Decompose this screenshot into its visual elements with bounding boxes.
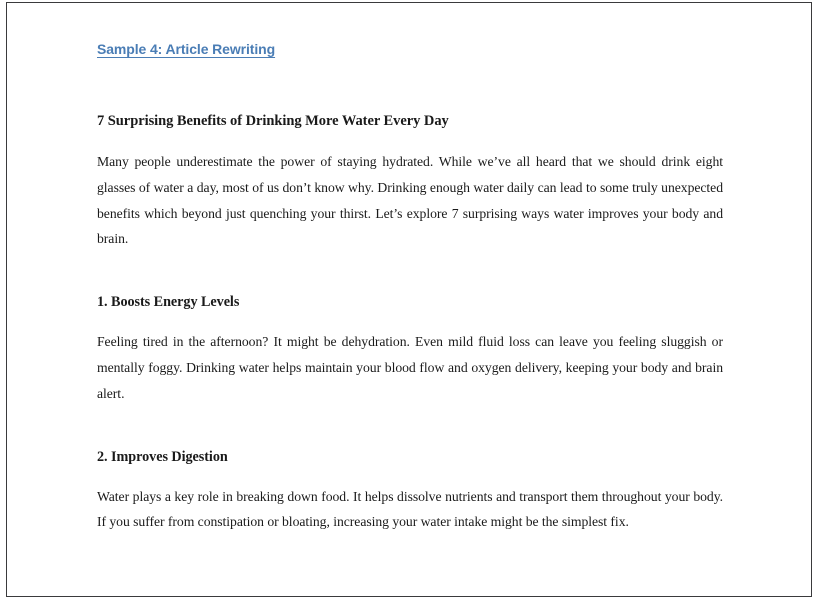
spacer-above-section-2: [97, 407, 723, 447]
article-title: 7 Surprising Benefits of Drinking More Water Every Day: [97, 113, 449, 129]
spacer-below-article-title: [97, 131, 723, 149]
section-heading-2: 2. Improves Digestion: [97, 448, 228, 465]
section-paragraph-1: Feeling tired in the afternoon? It might be dehydration. Even mild fluid loss can leave you feeling sluggish or mentally foggy. Drinking water helps maintain your blood flow and oxygen delivery, keeping your body and brain alert.: [97, 334, 723, 401]
section-heading-1: 1. Boosts Energy Levels: [97, 294, 240, 311]
article-intro-paragraph: Many people underestimate the power of staying hydrated. While we’ve all heard that we should drink eight glasses of water a day, most of us don’t know why. Drinking enough water daily can lead to some truly unexpected benefits which beyond just quenching your thirst. Let’s explore 7 surprising ways water improves your body and brain.: [97, 154, 723, 247]
document-page-frame: [6, 2, 812, 597]
section-paragraph-2: Water plays a key role in breaking down food. It helps dissolve nutrients and transport them throughout your body. If you suffer from constipation or bloating, increasing your water intake might be the simplest fix.: [97, 488, 723, 530]
spacer-above-section-1: [97, 252, 723, 292]
spacer-below-section-heading-1: [97, 312, 723, 329]
document-content: [97, 41, 723, 535]
sample-section-link[interactable]: Sample 4: Article Rewriting: [97, 41, 276, 57]
spacer-below-sample-heading: [97, 59, 723, 111]
spacer-below-section-heading-2: [97, 467, 723, 484]
